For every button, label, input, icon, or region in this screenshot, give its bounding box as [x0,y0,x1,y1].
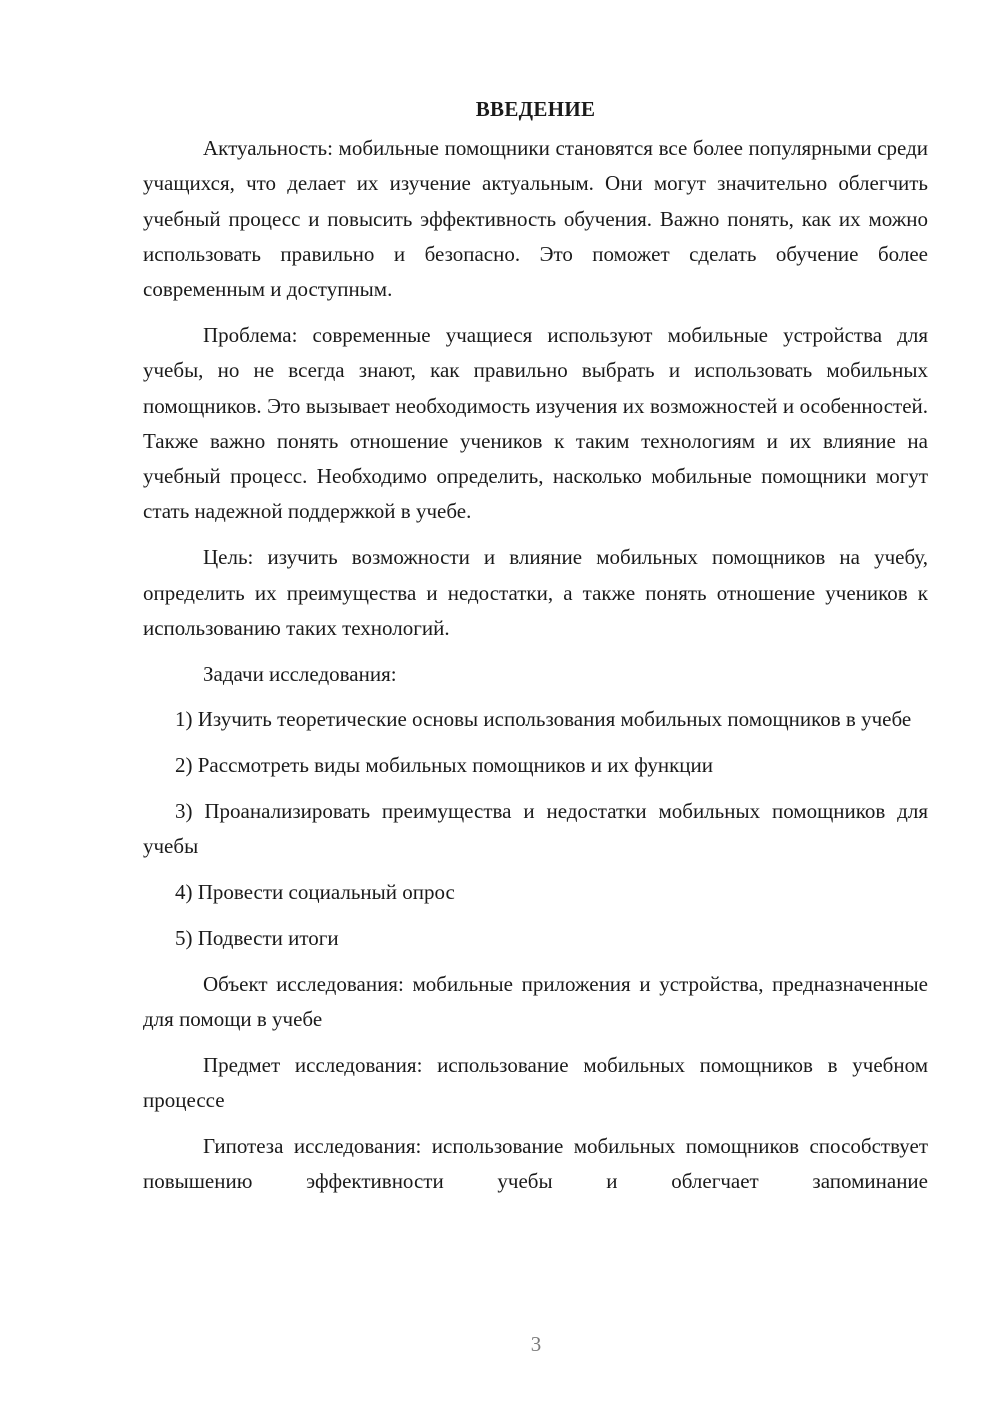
task-item: 5) Подвести итоги [175,925,339,950]
paragraph-object: Объект исследования: мобильные приложения и устройства, предназначенные для помощи в учебе [143,971,928,1032]
paragraph-hypothesis: Гипотеза исследования: использование мобильных помощников способствует повышению эффективности учебы и облегчает запоминание [143,1133,928,1194]
page-number: 3 [530,1332,542,1356]
section-title: ВВЕДЕНИЕ [475,97,596,121]
paragraph-relevance: Актуальность: мобильные помощники становятся все более популярными среди учащихся, что делает их изучение актуальным. Они могут значительно облегчить учебный процесс и повысить эффективность обучения. Важно понять, как их можно использовать правильно и безопасно. Это поможет сделать обучение более современным и доступным. [143,136,928,302]
task-item: 2) Рассмотреть виды мобильных помощников и их функции [175,753,714,778]
task-item: 3) Проанализировать преимущества и недостатки мобильных помощников для учебы [143,799,928,859]
paragraph-subject: Предмет исследования: использование мобильных помощников в учебном процессе [143,1052,928,1113]
paragraph-problem: Проблема: современные учащиеся используют мобильные устройства для учебы, но не всегда знают, как правильно выбрать и использовать мобильных помощников. Это вызывает необходимость изучения их возможностей и особенностей. Также важно понять отношение учеников к таким технологиям и их влияние на учебный процесс. Необходимо определить, насколько мобильные помощники могут стать надежной поддержкой в учебе. [143,322,928,524]
paragraph-tasks-heading: Задачи исследования: [203,661,397,686]
paragraph-goal: Цель: изучить возможности и влияние мобильных помощников на учебу, определить их преимущества и недостатки, а также понять отношение учеников к использованию таких технологий. [143,545,928,640]
document-page [143,92,928,1200]
task-item: 4) Провести социальный опрос [175,880,455,905]
task-item: 1) Изучить теоретические основы использования мобильных помощников в учебе [175,707,912,732]
